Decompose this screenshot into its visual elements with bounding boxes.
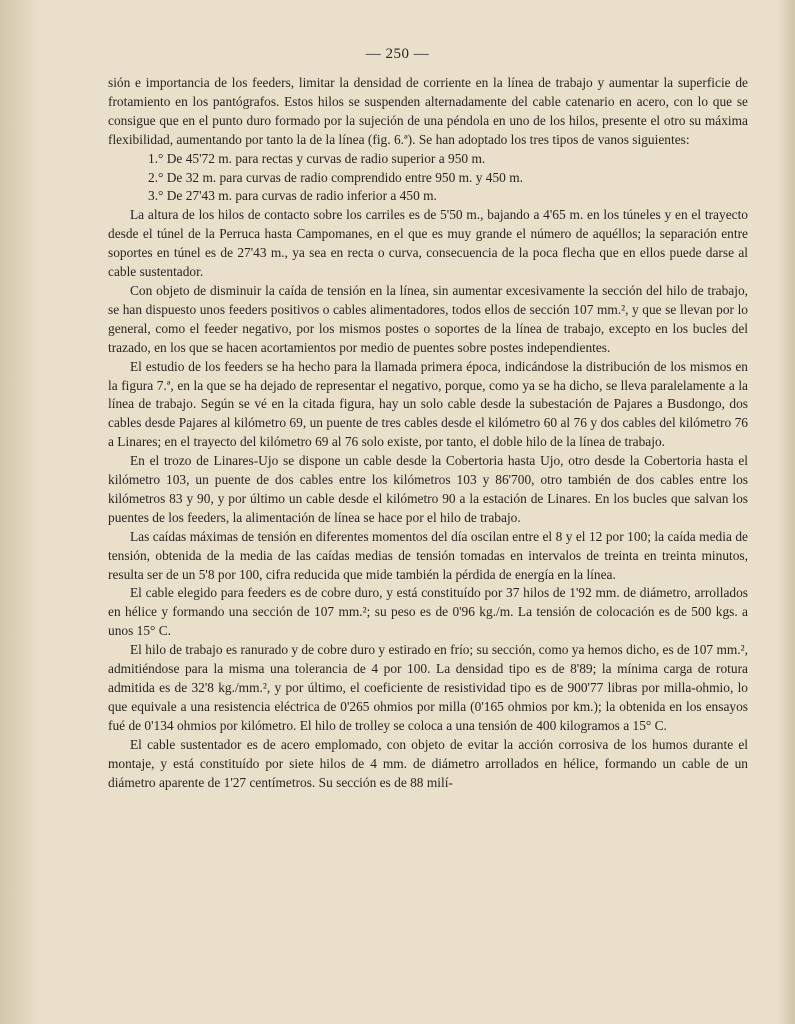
paragraph: El estudio de los feeders se ha hecho para la llamada primera época, indicándose la distribución de los mismos en la figura 7.ª, en la que se ha dejado de representar el negativo, porque, como ya se ha dicho, se lleva paralelamente a la línea de trabajo. Según se vé en la citada figura, hay un solo cable desde la subestación de Pajares a Busdongo, dos cables desde Pajares al kilómetro 69, un puente de tres cables desde el kilómetro 60 al 76 y dos cables del kilómetro 76 a Linares; en el trayecto del kilómetro 69 al 76 solo existe, por tanto, el doble hilo de la línea de trabajo.	[108, 358, 748, 450]
list-item: 2.° De 32 m. para curvas de radio comprendido entre 950 m. y 450 m.	[148, 169, 523, 185]
paragraph: El hilo de trabajo es ranurado y de cobre duro y estirado en frío; su sección, como ya hemos dicho, es de 107 mm.², admitiéndose para la misma una tolerancia de 4 por 100. La densidad tipo es de 8'89; la mínima carga de rotura admitida es de 32'8 kg./mm.², y por último, el coeficiente de resistividad tipo es de 900'77 libras por milla-ohmio, lo que equivale a una resistencia eléctrica de 0'265 ohmios por milla (0'165 ohmios por km.); la obtenida en los ensayos fué de 0'134 ohmios por kilómetro. El hilo de trolley se coloca a una tensión de 400 kilogramos a 15° C.	[108, 642, 748, 733]
page-number: — 250 —	[365, 46, 430, 62]
body-text	[108, 74, 748, 792]
paragraph: Con objeto de disminuir la caída de tensión en la línea, sin aumentar excesivamente la sección del hilo de trabajo, se han dispuesto unos feeders positivos o cables alimentadores, todos ellos de sección 107 mm.², y que se llevan por lo general, como el feeder negativo, por los mismos postes o soportes de la línea de trabajo, excepto en los bucles del trazado, en los que se hacen acortamientos por medio de puentes sobre postes independientes.	[108, 282, 748, 355]
paragraph: En el trozo de Linares-Ujo se dispone un cable desde la Cobertoria hasta Ujo, otro desde la Cobertoria hasta el kilómetro 103, un puente de dos cables entre los kilómetros 103 y 86'700, otro también de dos cables entre los kilómetros 83 y 90, y por último un cable desde el kilómetro 90 a la estación de Linares. En los bucles que salvan los puentes de los feeders, la alimentación de línea se hace por el hilo de trabajo.	[108, 453, 748, 525]
page-edge-shadow-right	[777, 0, 795, 1024]
page-edge-shadow-left	[0, 0, 40, 1024]
list-item: 3.° De 27'43 m. para curvas de radio inferior a 450 m.	[148, 188, 437, 204]
paragraph: El cable elegido para feeders es de cobre duro, y está constituído por 37 hilos de 1'92 mm. de diámetro, arrollados en hélice y formando una sección de 107 mm.²; su peso es de 0'96 kg./m. La tensión de colocación es de 500 kgs. a unos 15° C.	[108, 585, 748, 639]
list-item: 1.° De 45'72 m. para rectas y curvas de radio superior a 950 m.	[148, 150, 486, 166]
paragraph: La altura de los hilos de contacto sobre los carriles es de 5'50 m., bajando a 4'65 m. en los túneles y en el trayecto desde el túnel de la Perruca hasta Campomanes, en el que es muy grande el número de aquéllos; la separación entre soportes en túnel es de 27'43 m., ya sea en recta o curva, consecuencia de la poca flecha que en ellos puede darse al cable sustentador.	[108, 207, 748, 280]
paragraph: El cable sustentador es de acero emplomado, con objeto de evitar la acción corrosiva de los humos durante el montaje, y está constituído por siete hilos de 4 mm. de diámetro arrollados en hélice, formando un cable de un diámetro aparente de 1'27 centímetros. Su sección es de 88 milí-	[108, 736, 748, 790]
paragraph: sión e importancia de los feeders, limitar la densidad de corriente en la línea de trabajo y aumentar la superficie de frotamiento en los pantógrafos. Estos hilos se suspenden alternadamente del cable catenario en acero, con lo que se consigue que en el punto duro formado por la sujeción de una péndola en uno de los hilos, presente el otro su máxima flexibilidad, aumentando por tanto la de la línea (fig. 6.ª). Se han adoptado los tres tipos de vanos siguientes:	[108, 75, 748, 147]
paragraph: Las caídas máximas de tensión en diferentes momentos del día oscilan entre el 8 y el 12 por 100; la caída media de tensión, obtenida de la media de las caídas medias de tensión tomadas en intervalos de treinta en treinta minutos, resulta ser de un 5'8 por 100, cifra reducida que mide también la pérdida de energía en la línea.	[108, 528, 748, 582]
